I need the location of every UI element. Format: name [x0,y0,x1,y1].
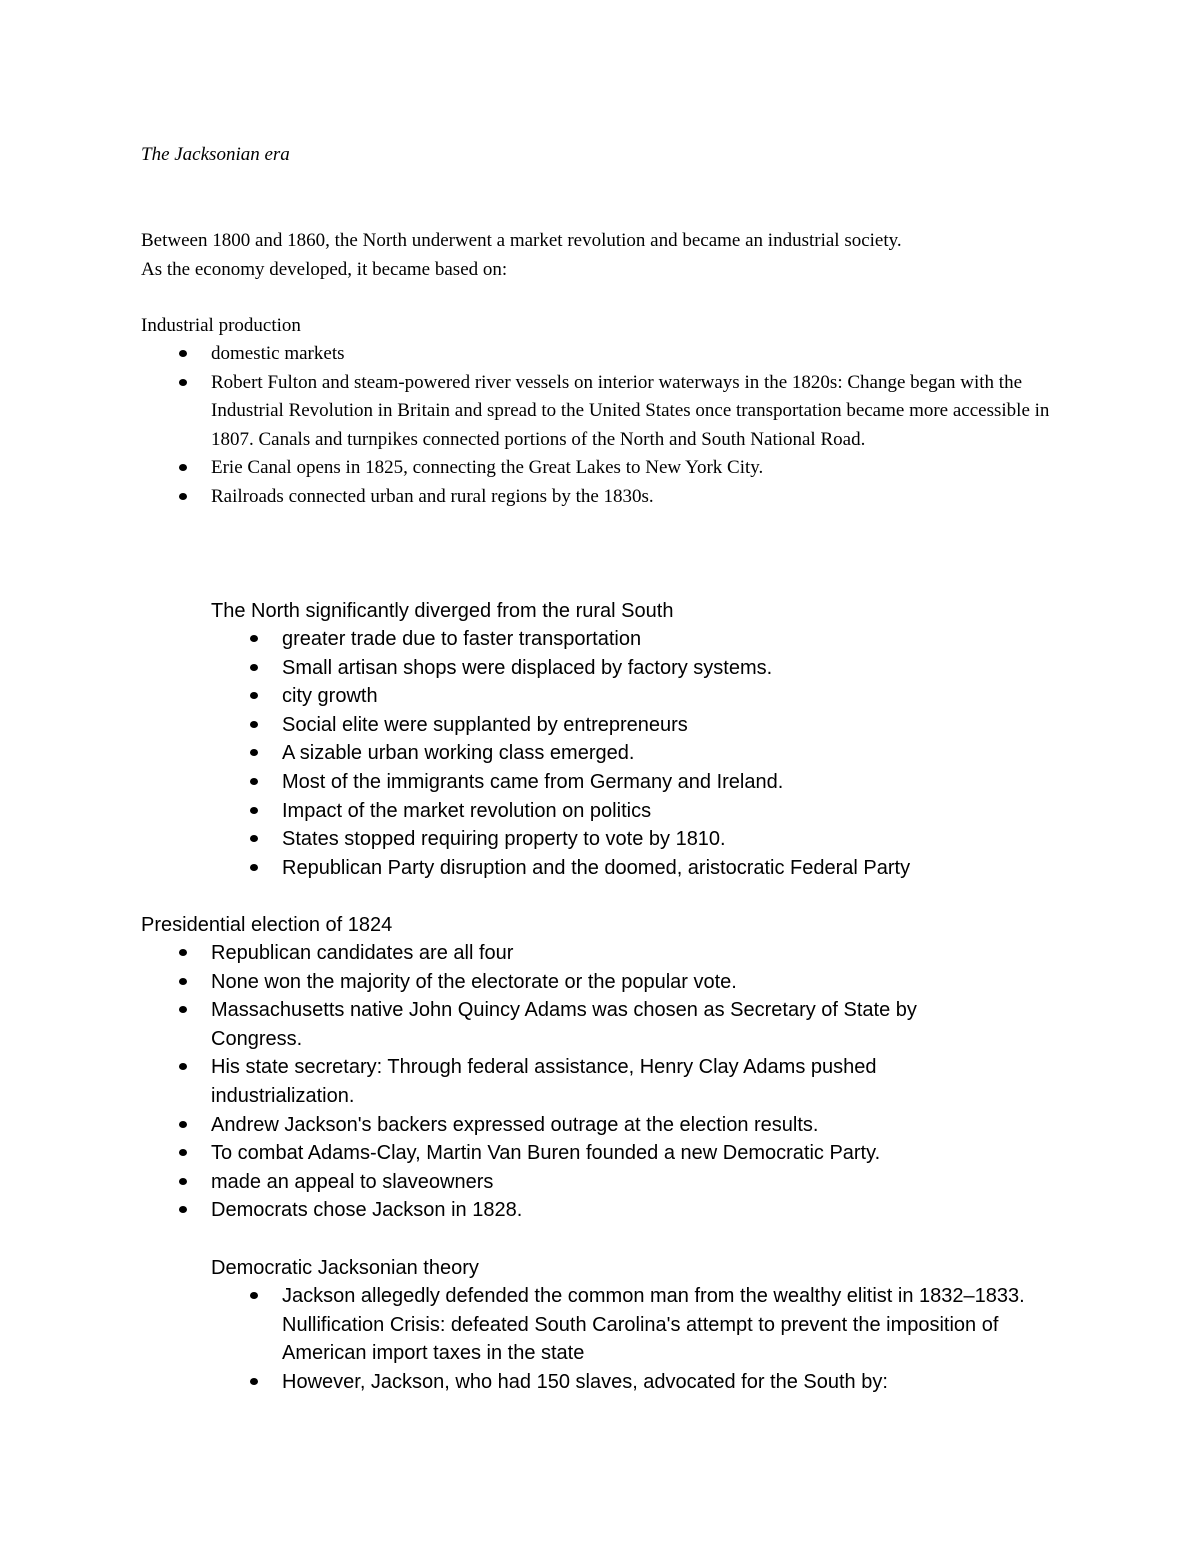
bullet-icon [250,664,258,671]
document-title: The Jacksonian era [141,144,290,165]
list-item: To combat Adams-Clay, Martin Van Buren founded a new Democratic Party. [211,1139,1001,1168]
bullet-icon [250,807,258,814]
theory-heading: Democratic Jacksonian theory [211,1257,479,1279]
list-item: domestic markets [211,340,1081,369]
theory-list [282,1282,1067,1396]
bullet-icon [250,635,258,642]
bullet-icon [250,721,258,728]
list-item: Republican candidates are all four [211,939,1001,968]
bullet-icon [179,1006,187,1013]
bullet-icon [179,350,187,357]
list-item: Robert Fulton and steam-powered river vessels on interior waterways in the 1820s: Change began with the Industrial Revolution in Britain and spread to the United States once transportation became more accessible in 1807. Canals and turnpikes connected portions of the North and South National Road. [211,369,1081,455]
bullet-icon [250,1292,258,1299]
bullet-icon [179,464,187,471]
industrial-heading: Industrial production [141,315,301,336]
bullet-icon [250,1378,258,1385]
bullet-icon [250,835,258,842]
election-heading: Presidential election of 1824 [141,914,393,936]
list-item: Massachusetts native John Quincy Adams was chosen as Secretary of State by Congress. [211,996,1001,1053]
bullet-icon [179,493,187,500]
bullet-icon [179,379,187,386]
bullet-icon [250,692,258,699]
north-heading: The North significantly diverged from the rural South [211,600,674,622]
list-item: Andrew Jackson's backers expressed outrage at the election results. [211,1111,1001,1140]
list-item: city growth [282,682,1082,711]
list-item: A sizable urban working class emerged. [282,739,1082,768]
list-item: greater trade due to faster transportation [282,625,1082,654]
bullet-icon [179,1149,187,1156]
bullet-icon [179,1206,187,1213]
bullet-icon [250,749,258,756]
list-item: His state secretary: Through federal assistance, Henry Clay Adams pushed industrialization. [211,1053,1001,1110]
intro-line-1: Between 1800 and 1860, the North underwent a market revolution and became an industrial society. [141,230,902,251]
list-item: Republican Party disruption and the doomed, aristocratic Federal Party [282,854,1082,883]
industrial-list [211,340,1081,512]
list-item: However, Jackson, who had 150 slaves, advocated for the South by: [282,1368,1067,1397]
bullet-icon [179,978,187,985]
north-list [282,625,1082,882]
intro-line-2: As the economy developed, it became based on: [141,259,508,280]
list-item: Social elite were supplanted by entrepreneurs [282,711,1082,740]
bullet-icon [179,1063,187,1070]
list-item: made an appeal to slaveowners [211,1168,1001,1197]
bullet-icon [179,1178,187,1185]
bullet-icon [179,949,187,956]
list-item: Erie Canal opens in 1825, connecting the Great Lakes to New York City. [211,454,1081,483]
bullet-icon [250,864,258,871]
list-item: Railroads connected urban and rural regions by the 1830s. [211,483,1081,512]
list-item: Most of the immigrants came from Germany and Ireland. [282,768,1082,797]
list-item: Impact of the market revolution on politics [282,797,1082,826]
election-list [211,939,1001,1225]
list-item: Small artisan shops were displaced by factory systems. [282,654,1082,683]
bullet-icon [179,1121,187,1128]
list-item: None won the majority of the electorate or the popular vote. [211,968,1001,997]
bullet-icon [250,778,258,785]
list-item: Democrats chose Jackson in 1828. [211,1196,1001,1225]
list-item: Jackson allegedly defended the common man from the wealthy elitist in 1832–1833. Nullification Crisis: defeated South Carolina's attempt to prevent the imposition of American import taxes in the state [282,1282,1067,1368]
list-item: States stopped requiring property to vote by 1810. [282,825,1082,854]
